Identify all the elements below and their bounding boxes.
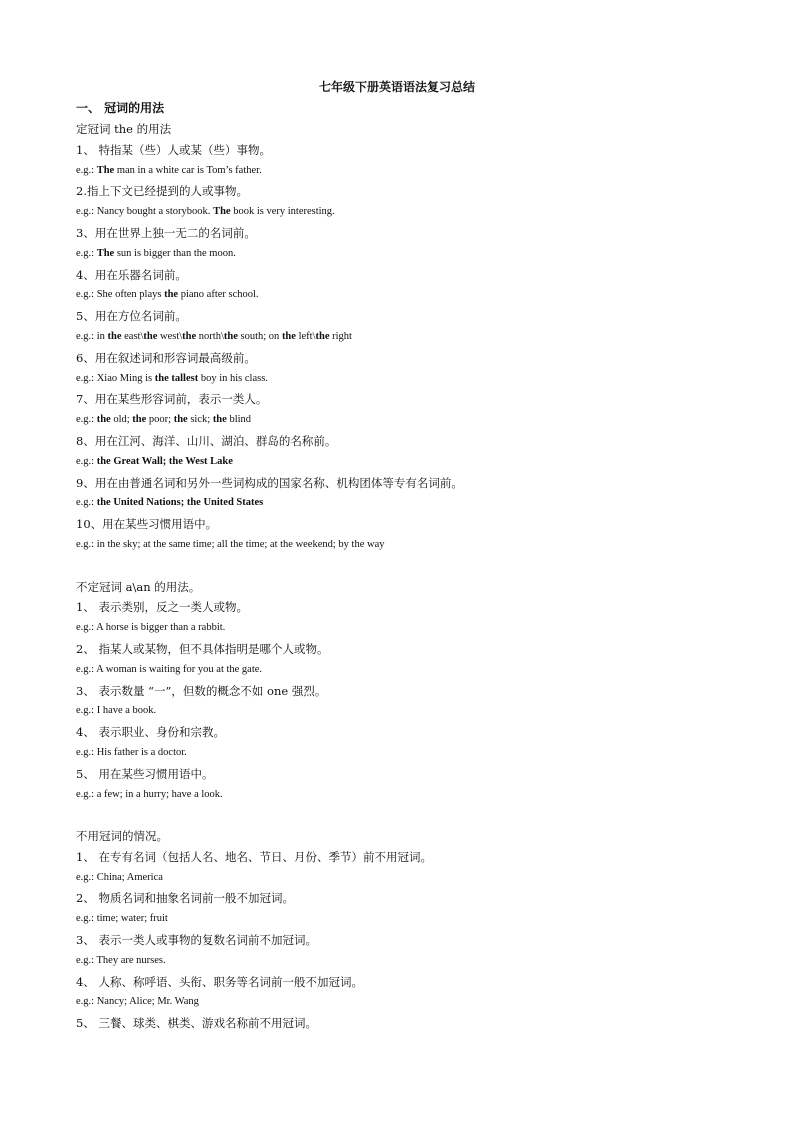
text-run: e.g.: <box>76 247 97 259</box>
text-run: sun is bigger than the moon. <box>114 247 236 259</box>
example-line <box>76 785 756 806</box>
example-line <box>76 285 756 306</box>
example-line <box>76 493 756 514</box>
text-run: e.g.: I have a book. <box>76 705 157 717</box>
example-line <box>76 951 756 972</box>
bold-text: the <box>223 330 238 342</box>
text-run: 1、 在专有名词（包括人名、地名、节日、月份、季节）前不用冠词。 <box>76 849 432 864</box>
text-run: east\ <box>121 330 144 342</box>
example-line <box>76 868 756 889</box>
text-run: e.g.: A horse is bigger than a rabbit. <box>76 622 226 634</box>
rule-line <box>76 306 756 327</box>
example-line <box>76 618 756 639</box>
text-run: e.g.: <box>76 414 97 426</box>
bold-text: The <box>213 206 231 218</box>
text-run: 7、用在某些形容词前，表示一类人。 <box>76 392 268 407</box>
text-run: e.g.: in <box>76 330 108 342</box>
rule-line <box>76 223 756 244</box>
text-run: e.g.: a few; in a hurry; have a look. <box>76 788 223 800</box>
document-title: 七年级下册英语语法复习总结 <box>318 80 475 94</box>
example-line <box>76 660 756 681</box>
text-run: 5、 三餐、球类、棋类、游戏名称前不用冠词。 <box>76 1016 317 1031</box>
text-run: e.g.: Nancy bought a storybook. <box>76 206 214 218</box>
example-line <box>76 909 756 930</box>
bold-text: the Great Wall; the West Lake <box>96 455 233 467</box>
example-line <box>76 202 756 223</box>
example-line <box>76 701 756 722</box>
text-run: 1、 表示类别，反之一类人或物。 <box>76 600 248 615</box>
text-run: 6、用在叙述词和形容词最高级前。 <box>76 350 256 365</box>
text-run: sick; <box>187 414 213 426</box>
blank-line <box>76 805 756 826</box>
rule-line <box>76 1013 756 1034</box>
subsection-heading <box>76 119 756 140</box>
bold-text: the <box>143 330 158 342</box>
example-line <box>76 410 756 431</box>
text-run: 定冠词 the 的用法 <box>76 122 172 136</box>
text-run: e.g.: They are nurses. <box>76 954 166 966</box>
bold-text: the <box>173 414 188 426</box>
bold-text: the <box>281 330 296 342</box>
text-run: 4、用在乐器名词前。 <box>76 267 187 282</box>
text-run: 3、 表示一类人或事物的复数名词前不加冠词。 <box>76 933 317 948</box>
text-run: 2、 指某人或某物，但不具体指明是哪个人或物。 <box>76 641 329 656</box>
text-run: e.g.: Nancy; Alice; Mr. Wang <box>76 996 199 1008</box>
text-run: 4、 人称、称呼语、头衔、职务等名词前一般不加冠词。 <box>76 974 363 989</box>
example-line <box>76 535 756 556</box>
text-run: e.g.: time; water; fruit <box>76 913 168 925</box>
text-run: 5、 用在某些习惯用语中。 <box>76 766 214 781</box>
example-line <box>76 161 756 182</box>
example-line <box>76 992 756 1013</box>
bold-text: the United Nations; the United States <box>96 497 264 509</box>
bold-text: the <box>315 330 330 342</box>
text-run: 不定冠词 a\an 的用法。 <box>76 579 201 594</box>
text-run: old; <box>110 414 133 426</box>
rule-line <box>76 348 756 369</box>
text-run: north\ <box>196 330 224 342</box>
subsection-heading <box>76 826 756 847</box>
rule-line <box>76 140 756 161</box>
text-run: e.g.: China; America <box>76 871 163 883</box>
bold-text: The <box>96 247 115 259</box>
text-run: 10、用在某些习惯用语中。 <box>76 517 218 532</box>
bold-text: the <box>96 414 111 426</box>
text-run: 8、用在江河、海洋、山川、湖泊、群岛的名称前。 <box>76 433 337 448</box>
example-line <box>76 327 756 348</box>
text-run: west\ <box>157 330 183 342</box>
text-run: e.g.: in the sky; at the same time; all the time; at the weekend; by the way <box>76 538 385 550</box>
text-run: 4、 表示职业、身份和宗教。 <box>76 725 225 740</box>
rule-line <box>76 930 756 951</box>
text-run: left\ <box>295 330 316 342</box>
text-run: 5、用在方位名词前。 <box>76 309 187 324</box>
text-run: 3、用在世界上独一无二的名词前。 <box>76 225 256 240</box>
text-run: 2.指上下文已经提到的人或事物。 <box>76 184 248 199</box>
rule-line <box>76 847 756 868</box>
text-run: e.g.: <box>76 164 97 176</box>
text-run: e.g.: <box>76 497 97 509</box>
rule-line <box>76 597 756 618</box>
rule-line <box>76 722 756 743</box>
bold-text: the <box>212 414 227 426</box>
rule-line <box>76 431 756 452</box>
example-line <box>76 244 756 265</box>
rule-line <box>76 972 756 993</box>
rule-line <box>76 181 756 202</box>
section-heading: 一、 冠词的用法 <box>76 101 165 115</box>
text-run: e.g.: His father is a doctor. <box>76 746 187 758</box>
bold-text: the <box>107 330 122 342</box>
rule-line <box>76 764 756 785</box>
text-run: boy in his class. <box>198 372 268 384</box>
text-run: south; on <box>237 330 282 342</box>
text-run: e.g.: She often plays <box>76 289 165 301</box>
rule-line <box>76 473 756 494</box>
bold-text: the <box>164 289 179 301</box>
rule-line <box>76 265 756 286</box>
text-run: 9、用在由普通名词和另外一些词构成的国家名称、机构团体等专有名词前。 <box>76 475 463 490</box>
bold-text: the tallest <box>154 372 199 384</box>
text-run: poor; <box>146 414 174 426</box>
bold-text: The <box>96 164 115 176</box>
text-run: 3、 表示数量 “一”，但数的概念不如 one 强烈。 <box>76 683 327 698</box>
bold-text: the <box>132 414 147 426</box>
example-line <box>76 369 756 390</box>
rule-line <box>76 514 756 535</box>
text-run: 1、 特指某（些）人或某（些）事物。 <box>76 142 271 157</box>
text-run: right <box>329 330 352 342</box>
text-run: e.g.: Xiao Ming is <box>76 372 155 384</box>
bold-text: the <box>182 330 197 342</box>
text-run: 2、 物质名词和抽象名词前一般不加冠词。 <box>76 891 294 906</box>
text-run: book is very interesting. <box>230 206 335 218</box>
blank-line <box>76 556 756 577</box>
text-run: man in a white car is Tom’s father. <box>114 164 262 176</box>
rule-line <box>76 389 756 410</box>
text-run: blind <box>226 414 252 426</box>
rule-line <box>76 888 756 909</box>
rule-line <box>76 639 756 660</box>
example-line <box>76 452 756 473</box>
content-lines <box>76 119 756 1034</box>
text-run: e.g.: <box>76 455 97 467</box>
subsection-heading <box>76 577 756 598</box>
text-run: piano after school. <box>178 289 259 301</box>
text-run: 不用冠词的情况。 <box>76 829 168 844</box>
text-run: e.g.: A woman is waiting for you at the gate. <box>76 663 263 675</box>
rule-line <box>76 681 756 702</box>
example-line <box>76 743 756 764</box>
